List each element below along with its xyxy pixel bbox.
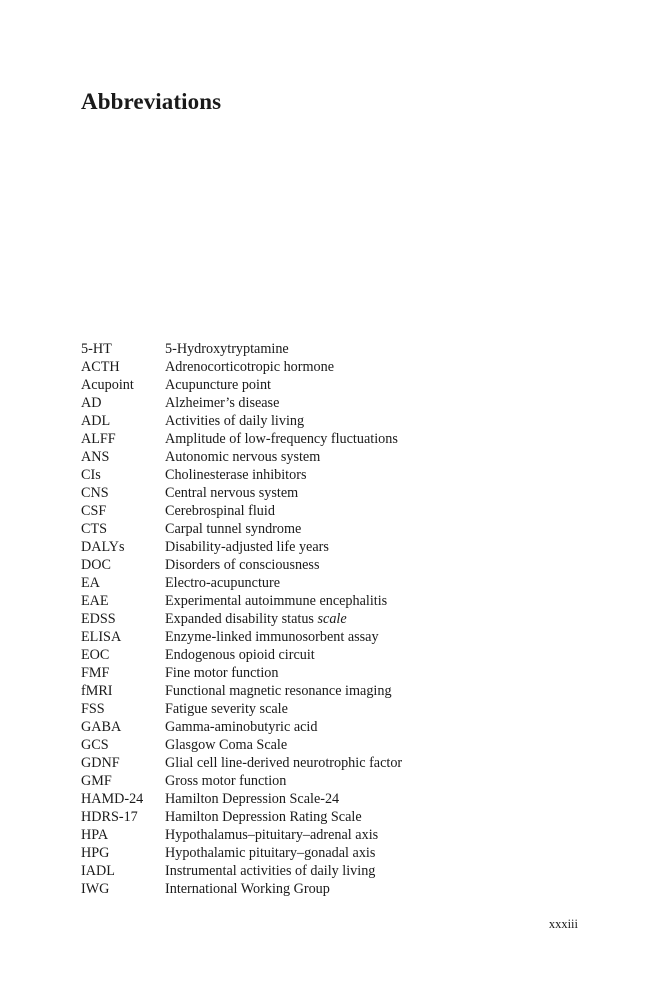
abbreviation-term: ANS (81, 449, 110, 465)
abbreviation-definition (165, 412, 581, 430)
definition-text: Experimental autoimmune encephalitis (165, 593, 388, 609)
abbreviation-row (81, 700, 581, 718)
definition-text: Autonomic nervous system (165, 449, 321, 465)
abbreviation-definition (165, 700, 581, 718)
abbreviation-term: 5-HT (81, 341, 112, 357)
abbreviation-row (81, 646, 581, 664)
abbreviation-definition (165, 448, 581, 466)
definition-text: Hamilton Depression Rating Scale (165, 809, 362, 825)
abbreviation-term: ELISA (81, 629, 122, 645)
abbreviation-term: HAMD-24 (81, 791, 144, 807)
abbreviation-term: AD (81, 395, 102, 411)
abbreviation-term: EDSS (81, 611, 116, 627)
abbreviation-row (81, 502, 581, 520)
definition-text: Activities of daily living (165, 413, 305, 429)
definition-text: Cerebrospinal fluid (165, 503, 275, 519)
definition-text: Carpal tunnel syndrome (165, 521, 302, 537)
abbreviation-row (81, 664, 581, 682)
definition-text: Hypothalamic pituitary–gonadal axis (165, 845, 376, 861)
abbreviation-definition (165, 682, 581, 700)
abbreviation-row (81, 448, 581, 466)
abbreviation-definition (165, 718, 581, 736)
abbreviation-term: IWG (81, 881, 110, 897)
abbreviation-row (81, 628, 581, 646)
abbreviation-row (81, 466, 581, 484)
definition-text: Acupuncture point (165, 377, 271, 393)
page-number: xxxiii (548, 917, 578, 931)
abbreviation-row (81, 610, 581, 628)
abbreviation-term: DOC (81, 557, 111, 573)
definition-text: Hamilton Depression Scale-24 (165, 791, 340, 807)
abbreviation-row (81, 682, 581, 700)
abbreviation-row (81, 556, 581, 574)
definition-text: Central nervous system (165, 485, 299, 501)
definition-text: Disability-adjusted life years (165, 539, 329, 555)
abbreviation-term: DALYs (81, 539, 125, 555)
abbreviation-row (81, 430, 581, 448)
abbreviation-definition (165, 466, 581, 484)
abbreviation-definition (165, 556, 581, 574)
definition-text: International Working Group (165, 881, 330, 897)
definition-text: Glial cell line-derived neurotrophic factor (165, 755, 403, 771)
abbreviation-row (81, 412, 581, 430)
abbreviation-row (81, 754, 581, 772)
definition-text: Enzyme-linked immunosorbent assay (165, 629, 379, 645)
abbreviation-term: EAE (81, 593, 109, 609)
abbreviation-definition (165, 358, 581, 376)
abbreviation-row (81, 862, 581, 880)
abbreviation-term: HDRS-17 (81, 809, 138, 825)
abbreviation-term: fMRI (81, 683, 113, 699)
definition-text: Fine motor function (165, 665, 279, 681)
abbreviation-row (81, 808, 581, 826)
definition-text: Cholinesterase inhibitors (165, 467, 307, 483)
abbreviation-definition (165, 484, 581, 502)
abbreviation-definition (165, 844, 581, 862)
definition-italic-text: scale (317, 611, 347, 627)
abbreviation-definition (165, 340, 581, 358)
abbreviation-definition (165, 628, 581, 646)
abbreviation-row (81, 826, 581, 844)
abbreviation-term: EA (81, 575, 100, 591)
abbreviation-term: FMF (81, 665, 110, 681)
abbreviation-term: FSS (81, 701, 105, 717)
abbreviation-definition (165, 880, 581, 898)
definition-text: Disorders of consciousness (165, 557, 320, 573)
abbreviation-term: ACTH (81, 359, 120, 375)
definition-text: Fatigue severity scale (165, 701, 288, 717)
definition-text: 5-Hydroxytryptamine (165, 341, 289, 357)
abbreviation-definition (165, 430, 581, 448)
abbreviation-definition (165, 862, 581, 880)
abbreviation-row (81, 538, 581, 556)
definition-text: Electro-acupuncture (165, 575, 281, 591)
definition-text: Alzheimer’s disease (165, 395, 280, 411)
abbreviation-row (81, 376, 581, 394)
abbreviation-definition (165, 592, 581, 610)
definition-text: Glasgow Coma Scale (165, 737, 288, 753)
abbreviation-definition (165, 754, 581, 772)
abbreviation-term: CIs (81, 467, 101, 483)
definition-text: Gamma-aminobutyric acid (165, 719, 318, 735)
abbreviation-definition (165, 376, 581, 394)
abbreviation-term: Acupoint (81, 377, 134, 393)
definition-text: Endogenous opioid circuit (165, 647, 315, 663)
abbreviation-row (81, 592, 581, 610)
definition-text: Adrenocorticotropic hormone (165, 359, 335, 375)
abbreviation-term: CNS (81, 485, 109, 501)
abbreviation-definition (165, 736, 581, 754)
abbreviation-row (81, 394, 581, 412)
abbreviation-row (81, 340, 581, 358)
abbreviation-row (81, 718, 581, 736)
definition-text: Gross motor function (165, 773, 287, 789)
abbreviation-definition (165, 394, 581, 412)
abbreviation-definition (165, 790, 581, 808)
definition-text: Functional magnetic resonance imaging (165, 683, 392, 699)
abbreviation-row (81, 772, 581, 790)
abbreviation-row (81, 358, 581, 376)
abbreviation-definition (165, 610, 581, 628)
abbreviation-term: ADL (81, 413, 111, 429)
abbreviation-term: IADL (81, 863, 115, 879)
abbreviation-definition (165, 520, 581, 538)
abbreviation-term: GCS (81, 737, 109, 753)
definition-text: Instrumental activities of daily living (165, 863, 376, 879)
abbreviation-definition (165, 826, 581, 844)
abbreviation-term: GDNF (81, 755, 120, 771)
abbreviation-term: ALFF (81, 431, 116, 447)
abbreviation-definition (165, 772, 581, 790)
abbreviation-term: GMF (81, 773, 112, 789)
abbreviation-term: EOC (81, 647, 110, 663)
abbreviation-term: HPG (81, 845, 110, 861)
abbreviation-definition (165, 664, 581, 682)
abbreviation-row (81, 736, 581, 754)
abbreviation-row (81, 790, 581, 808)
abbreviation-definition (165, 808, 581, 826)
abbreviation-row (81, 574, 581, 592)
abbreviation-list (81, 340, 581, 898)
abbreviation-row (81, 844, 581, 862)
abbreviation-definition (165, 646, 581, 664)
page-title: Abbreviations (81, 89, 222, 114)
abbreviation-definition (165, 502, 581, 520)
definition-text: Expanded disability status (165, 611, 318, 627)
abbreviation-term: CSF (81, 503, 107, 519)
abbreviation-row (81, 520, 581, 538)
abbreviation-definition (165, 574, 581, 592)
abbreviation-term: HPA (81, 827, 109, 843)
abbreviation-row (81, 880, 581, 898)
abbreviation-definition (165, 538, 581, 556)
abbreviation-term: CTS (81, 521, 108, 537)
definition-text: Hypothalamus–pituitary–adrenal axis (165, 827, 379, 843)
abbreviation-term: GABA (81, 719, 122, 735)
abbreviation-row (81, 484, 581, 502)
definition-text: Amplitude of low-frequency fluctuations (165, 431, 398, 447)
